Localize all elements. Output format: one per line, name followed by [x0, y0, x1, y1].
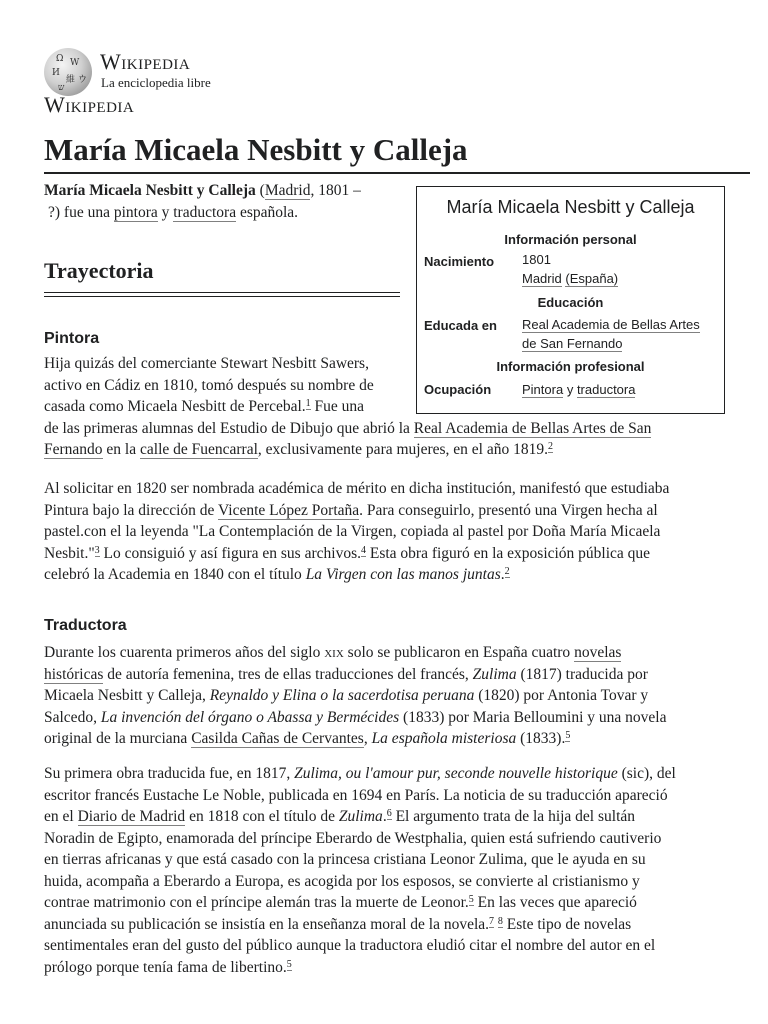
text-line: Noradin de Egipto, enamorada del príncipe Eberardo de Westphalia, quien está sufriendo cautiverio — [44, 829, 662, 847]
intro-subject: María Micaela Nesbitt y Calleja — [44, 182, 256, 199]
link-fernando[interactable]: Fernando — [44, 441, 103, 458]
text-line: pastel.con el la leyenda "La Contemplación de la Virgen, copiada al pastel por Doña María Micaela — [44, 523, 661, 540]
text-line: Durante los cuarenta primeros años del siglo — [44, 644, 325, 661]
intro-text: ( — [255, 182, 265, 199]
text-line: en tierras africanas y que está casado con la princesa cristiana Leonor Zulima, que le ayuda en su — [44, 851, 646, 868]
heading-pintora: Pintora — [44, 330, 100, 347]
text-line: . — [500, 566, 505, 583]
ref-2b[interactable]: 2 — [504, 566, 510, 577]
link-traductora[interactable]: traductora — [173, 203, 237, 221]
link-san-fernando-infobox[interactable]: de San Fernando — [522, 336, 623, 351]
text-line: en el — [44, 808, 78, 825]
intro-text: y — [157, 203, 174, 221]
work-title: La española misteriosa — [371, 730, 517, 747]
text-line: Hija quizás del comerciante Stewart Nesbitt Sawers, — [44, 355, 369, 372]
infobox-label-ocupacion: Ocupación — [424, 382, 492, 397]
text-line: escritor francés Eustache Le Noble, publicada en 1694 en París. La noticia de su traducción apareció — [44, 786, 668, 804]
text-line: solo se publicaron en España cuatro — [343, 644, 575, 661]
link-pintora-infobox[interactable]: Pintora — [522, 382, 564, 397]
infobox-section-personal: Información personal — [504, 232, 637, 247]
ref-5c[interactable]: 5 — [286, 958, 292, 970]
text-line: En las veces que apareció — [473, 894, 637, 911]
text-line: Esta obra figuró en la exposición pública que — [365, 544, 651, 562]
link-real-academia[interactable]: Real Academia de Bellas Artes de San — [413, 419, 652, 437]
century: xix — [324, 644, 344, 661]
ref-6[interactable]: 6 — [386, 808, 392, 819]
traductora-paragraph-1 — [44, 642, 725, 750]
link-traductora-infobox[interactable]: traductora — [576, 382, 636, 397]
text-line: Este tipo de novelas — [502, 915, 632, 933]
link-casilda[interactable]: Casilda Cañas de Cervantes — [191, 730, 364, 747]
infobox-value-nacimiento — [522, 250, 722, 288]
text-line: . — [382, 808, 387, 825]
intro-text: española. — [236, 203, 299, 221]
work-title: Zulima — [472, 665, 517, 683]
intro-text: , 1801 – — [310, 182, 361, 199]
infobox-title: María Micaela Nesbitt y Calleja — [446, 197, 695, 217]
link-espana[interactable]: (España) — [565, 271, 619, 286]
pintora-paragraph-1 — [44, 353, 725, 461]
ref-4[interactable]: 4 — [360, 544, 366, 556]
wikipedia-globe-logo[interactable]: Ω W И 維 ウ ש — [44, 48, 92, 96]
text-line: original de la murciana — [44, 730, 192, 747]
link-calle-fuencarral[interactable]: calle de Fuencarral — [140, 441, 258, 458]
text-line: (1820) por Antonia Tovar y — [474, 687, 649, 704]
text-line: El argumento trata de la hija del sultán — [391, 808, 636, 825]
text-line: huida, acompaña a Eberardo a Europa, es acogida por los esposos, se convierte al cristianismo y — [44, 872, 640, 890]
work-title: Reynaldo y Elina o la sacerdotisa peruana — [209, 687, 475, 704]
page-title: María Micaela Nesbitt y Calleja — [44, 130, 750, 174]
infobox-text: y — [563, 382, 577, 397]
text-line: de las primeras alumnas del Estudio de Dibujo que abrió la — [44, 419, 414, 437]
site-header — [44, 44, 444, 116]
infobox-label-nacimiento: Nacimiento — [424, 254, 495, 269]
text-line: Micaela Nesbitt y Calleja, — [44, 687, 210, 704]
text-line: en 1818 con el título de — [185, 808, 339, 825]
ref-3[interactable]: 3 — [94, 544, 100, 556]
ref-7[interactable]: 7 — [489, 915, 495, 927]
text-line: (1817) traducida por — [516, 665, 648, 683]
infobox-section-educacion: Educación — [537, 295, 604, 310]
text-line: (1833). — [516, 730, 566, 747]
infobox-label-educada: Educada en — [424, 318, 497, 333]
ref-5[interactable]: 5 — [565, 730, 571, 741]
ref-5b[interactable]: 5 — [468, 894, 474, 905]
text-line: . Para conseguirlo, presentó una Virgen hecha al — [359, 501, 658, 519]
birth-year: 1801 — [522, 252, 551, 267]
link-real-academia-infobox[interactable]: Real Academia de Bellas Artes — [522, 317, 700, 332]
ref-8[interactable]: 8 — [497, 915, 503, 927]
work-title: Zulima — [338, 808, 383, 825]
text-line: de autoría femenina, tres de ellas traducciones del francés, — [103, 665, 473, 683]
text-line: anunciada su publicación se insistía en la enseñanza moral de la novela. — [44, 915, 490, 933]
text-line: Al solicitar en 1820 ser nombrada académica de mérito en dicha institución, manifestó que estudiaba — [44, 480, 670, 497]
text-line: , exclusivamente para mujeres, en el año 1819. — [257, 441, 548, 458]
work-title: La invención del órgano o Abassa y Bermécides — [100, 708, 400, 726]
text-line: , — [363, 730, 372, 747]
text-line: Fue una — [310, 398, 365, 415]
site-wordmark[interactable]: Wikipedia — [44, 92, 135, 117]
site-name[interactable]: Wikipedia — [100, 49, 191, 74]
link-vicente-lopez[interactable]: Vicente López Portaña — [218, 501, 360, 519]
pintora-paragraph-2 — [44, 478, 725, 586]
work-title: Zulima, ou l'amour pur, seconde nouvelle historique — [294, 765, 618, 782]
link-madrid-infobox[interactable]: Madrid — [522, 271, 562, 286]
text-line: Su primera obra traducida fue, en 1817, — [44, 765, 295, 782]
link-diario-madrid[interactable]: Diario de Madrid — [77, 808, 186, 825]
text-line: prólogo porque tenía fama de libertino. — [44, 958, 287, 976]
work-title: La Virgen con las manos juntas — [305, 566, 501, 583]
text-line: Pintura bajo la dirección de — [44, 501, 219, 519]
heading-traductora: Traductora — [44, 617, 127, 634]
text-line: casada como Micaela Nesbitt de Percebal. — [44, 398, 306, 415]
site-tagline: La enciclopedia libre — [101, 75, 211, 90]
intro-text: ?) fue una — [48, 203, 114, 221]
text-line: activo en Cádiz en 1810, tomó después su nombre de — [44, 376, 374, 394]
link-novelas[interactable]: novelas — [574, 644, 622, 661]
text-line: Nesbit." — [44, 544, 95, 562]
link-madrid[interactable]: Madrid — [264, 182, 311, 199]
text-line: (sic), del — [617, 765, 676, 782]
text-line: Lo consiguió y así figura en sus archivos. — [99, 544, 361, 562]
text-line: en la — [102, 441, 140, 458]
text-line: contrae matrimonio con el príncipe alemán tras la muerte de Leonor. — [44, 894, 469, 911]
infobox-section-profesional: Información profesional — [496, 359, 645, 374]
text-line: sentimentales eran del gusto del público aunque la traductora eludió citar el nombre del autor en el — [44, 937, 656, 954]
link-historicas[interactable]: históricas — [44, 665, 104, 683]
text-line: Salcedo, — [44, 708, 101, 726]
traductora-paragraph-2 — [44, 763, 725, 978]
ref-1[interactable]: 1 — [305, 398, 311, 409]
link-pintora[interactable]: pintora — [113, 203, 158, 221]
heading-trayectoria: Trayectoria — [44, 256, 400, 293]
infobox-value-educada — [522, 315, 722, 353]
ref-2[interactable]: 2 — [548, 441, 553, 452]
text-line: (1833) por Maria Belloumini y una novela — [399, 708, 667, 726]
intro-paragraph — [44, 180, 400, 223]
text-line: celebró la Academia en 1840 con el título — [44, 566, 306, 583]
